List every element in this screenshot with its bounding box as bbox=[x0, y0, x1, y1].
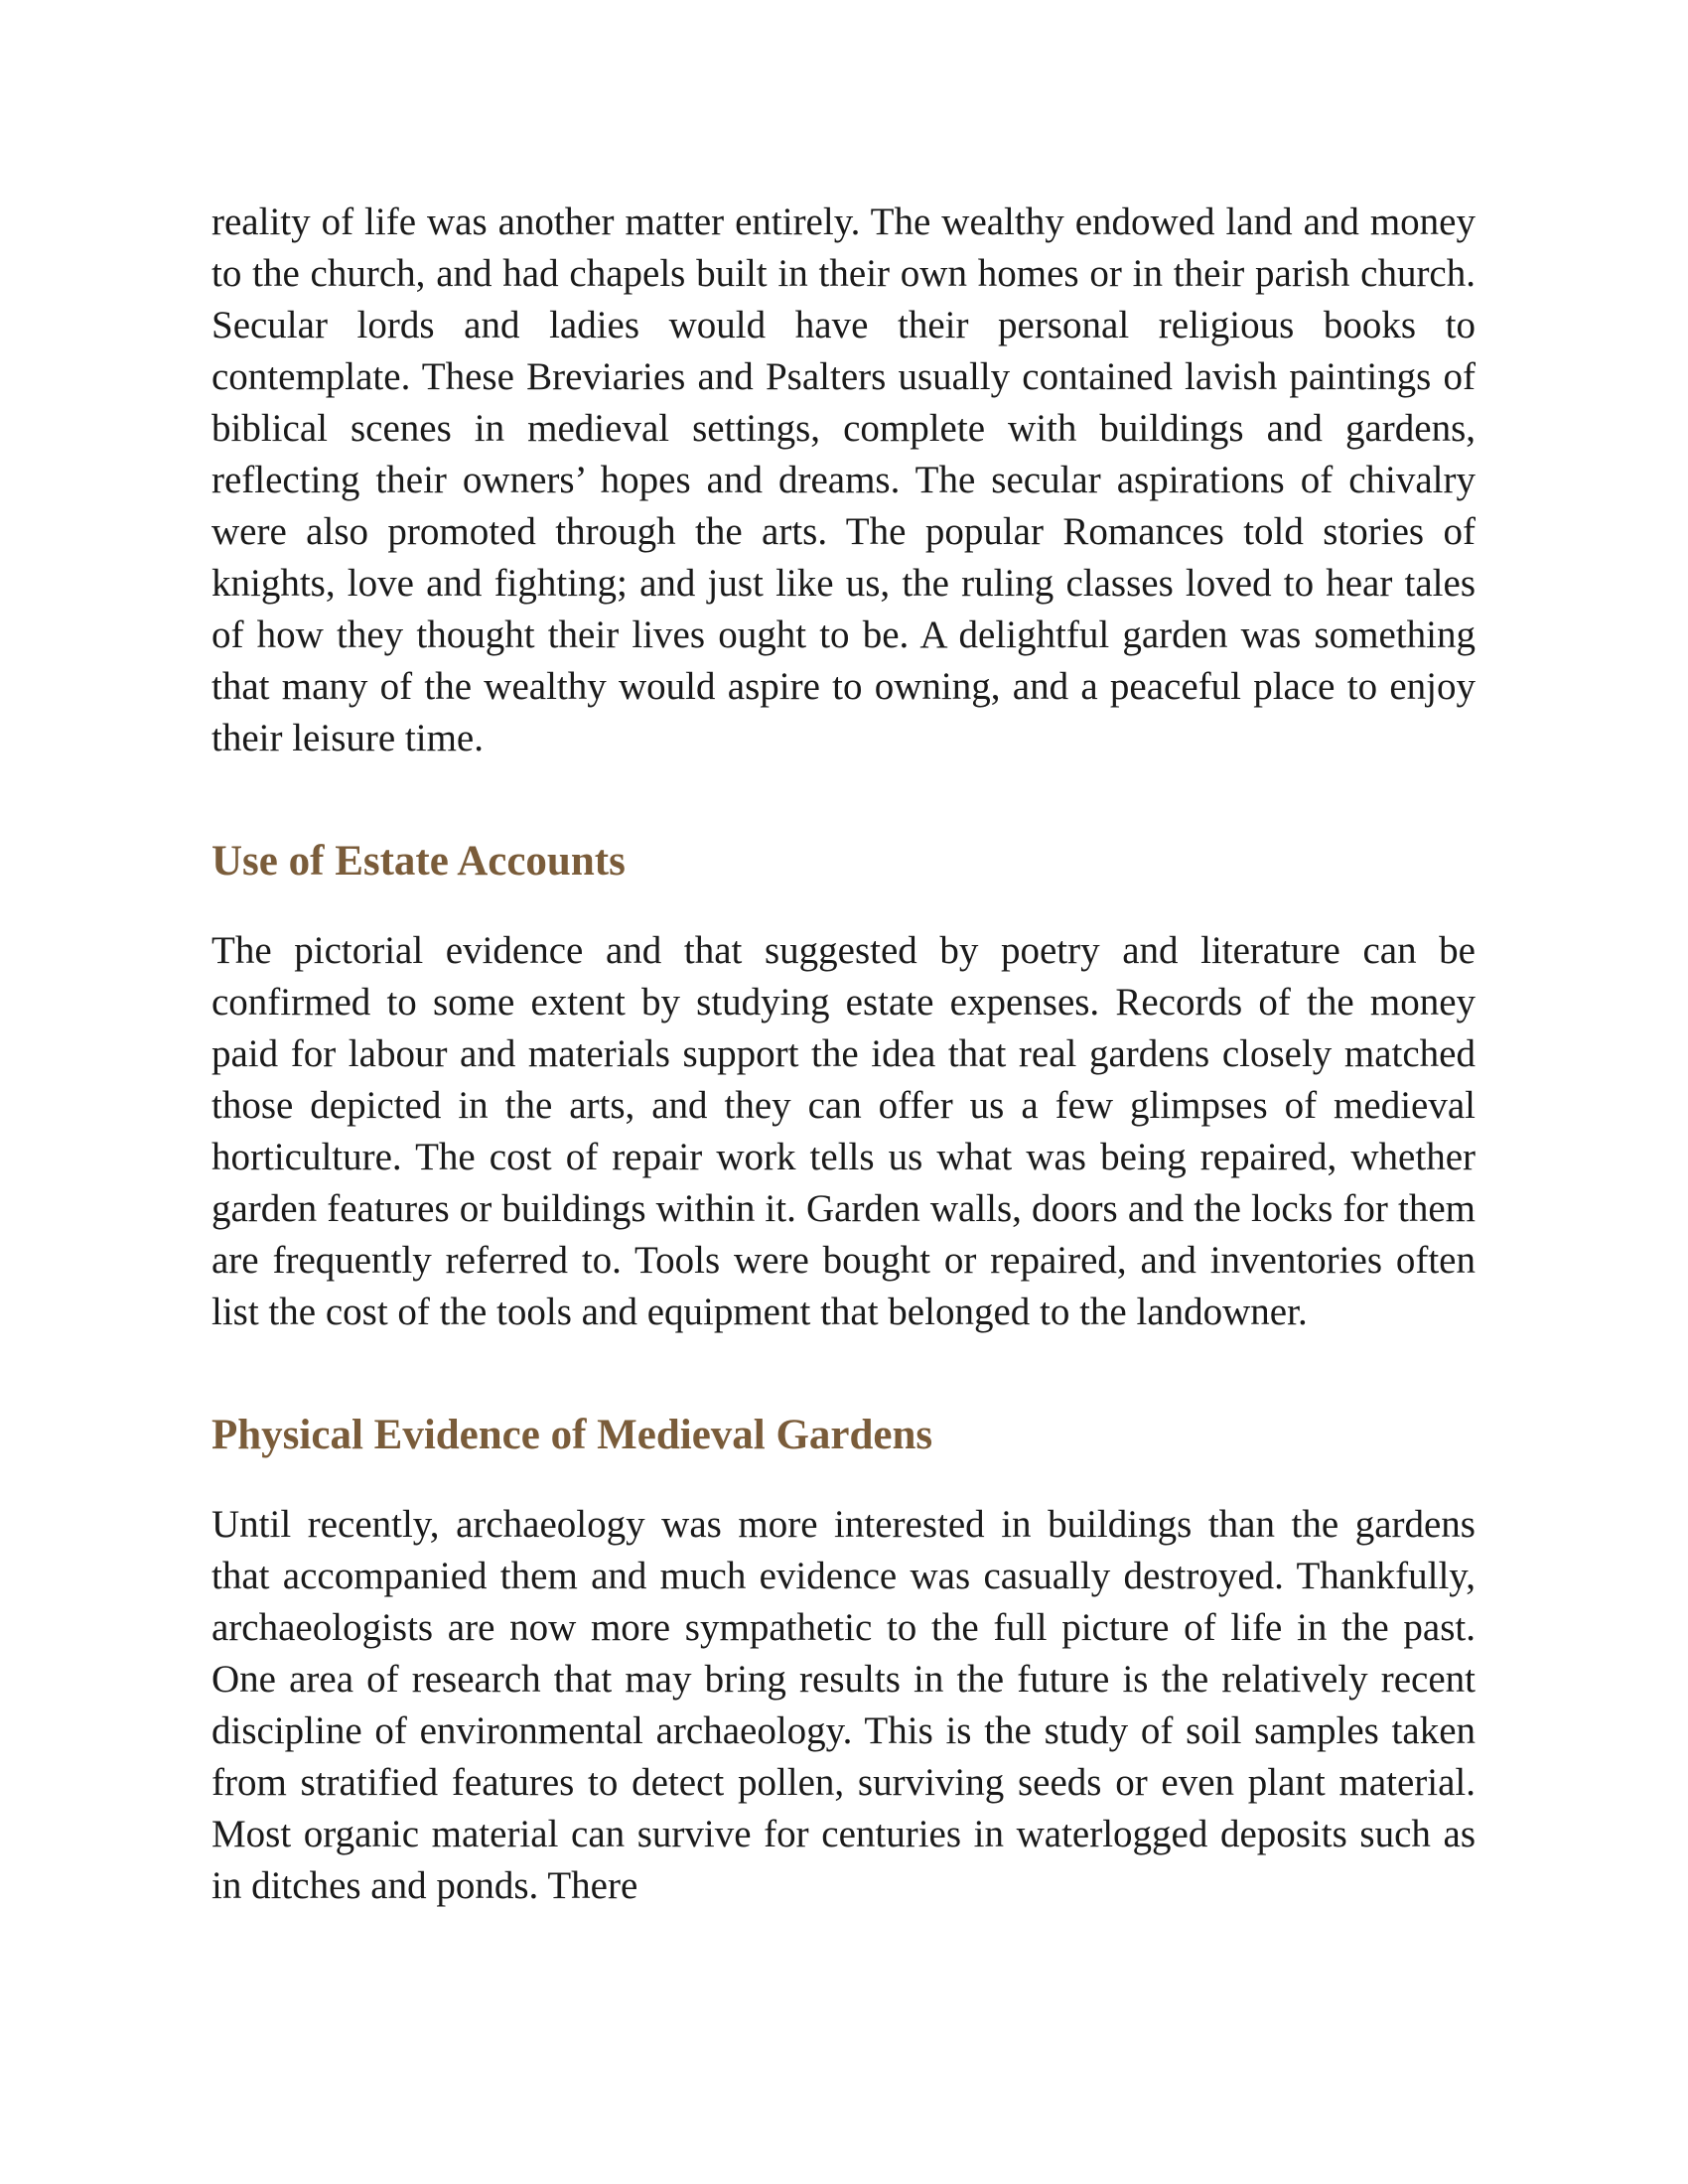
section-physical-evidence bbox=[211, 1410, 1476, 1912]
heading-estate-accounts: Use of Estate Accounts bbox=[211, 838, 626, 885]
paragraph-intro: reality of life was another matter entirely. The wealthy endowed land and money to the church, and had chapels built in their own homes or in their parish church. Secular lords and ladies would have their personal religious books to contemplate. These Breviaries and Psalters usually contained lavish paintings of biblical scenes in medieval settings, complete with buildings and gardens, reflecting their owners’ hopes and dreams. The secular aspirations of chivalry were also promoted through the arts. The popular Romances told stories of knights, love and fighting; and just like us, the ruling classes loved to hear tales of how they thought their lives ought to be. A delightful garden was something that many of the wealthy would aspire to owning, and a peaceful place to enjoy their leisure time. bbox=[211, 201, 1476, 759]
paragraph-estate-accounts: The pictorial evidence and that suggested by poetry and literature can be confirmed to some extent by studying estate expenses. Records of the money paid for labour and materials support the idea that real gardens closely matched those depicted in the arts, and they can offer us a few glimpses of medieval horticulture. The cost of repair work tells us what was being repaired, whether garden features or buildings within it. Garden walls, doors and the locks for them are frequently referred to. Tools were bought or repaired, and inventories often list the cost of the tools and equipment that belonged to the landowner. bbox=[211, 929, 1476, 1333]
heading-physical-evidence: Physical Evidence of Medieval Gardens bbox=[211, 1412, 933, 1458]
document-page bbox=[211, 197, 1476, 1912]
section-estate-accounts bbox=[211, 836, 1476, 1338]
paragraph-physical-evidence: Until recently, archaeology was more interested in buildings than the gardens that accompanied them and much evidence was casually destroyed. Thankfully, archaeologists are now more sympathetic to the full picture of life in the past. One area of research that may bring results in the future is the relatively recent discipline of environmental archaeology. This is the study of soil samples taken from stratified features to detect pollen, surviving seeds or even plant material. Most organic material can survive for centuries in waterlogged deposits such as in ditches and ponds. There bbox=[211, 1503, 1476, 1907]
